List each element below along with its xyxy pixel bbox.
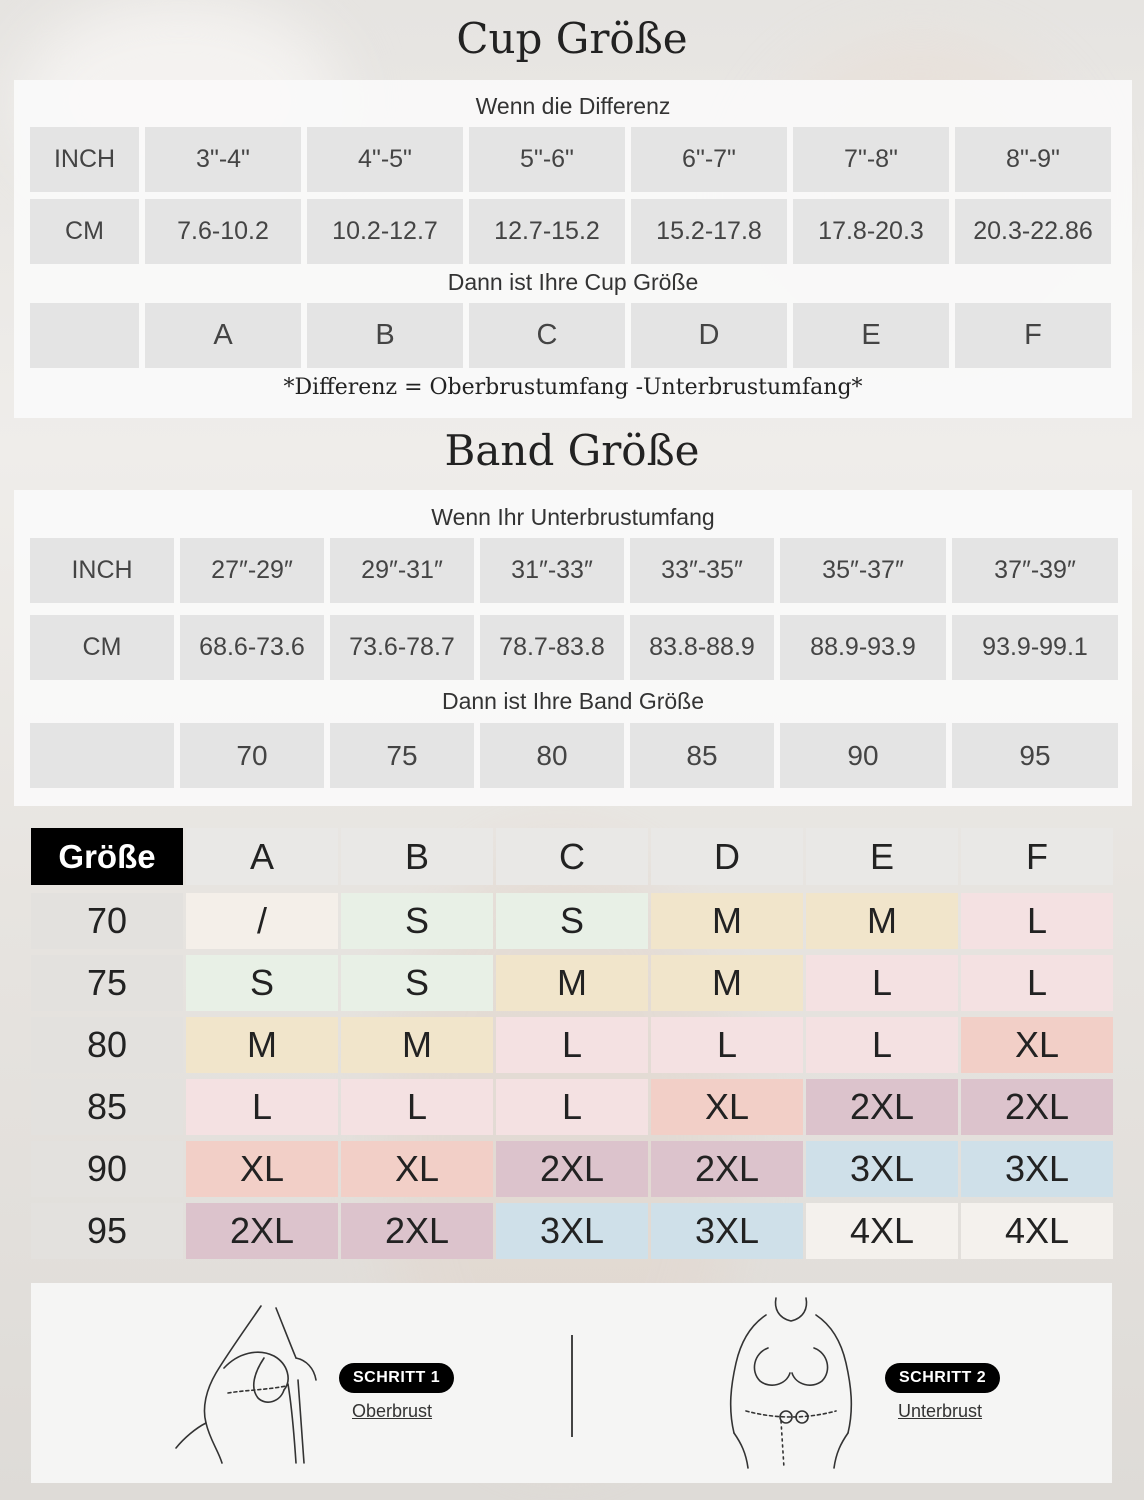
matrix-size-cell: 3XL <box>496 1203 648 1259</box>
cup-cm-value: 17.8-20.3 <box>793 199 949 264</box>
matrix-cup-header: D <box>651 828 803 885</box>
cup-inch-row <box>30 127 1111 192</box>
matrix-band-label: 90 <box>31 1141 183 1197</box>
matrix-size-cell: S <box>341 955 493 1011</box>
band-size-panel <box>14 490 1132 806</box>
matrix-size-cell: L <box>961 955 1113 1011</box>
matrix-header-label: Größe <box>31 828 183 885</box>
cup-size-value: B <box>307 303 463 368</box>
difference-note: *Differenz = Oberbrustumfang -Unterbrustumfang* <box>283 375 863 400</box>
matrix-size-cell: S <box>186 955 338 1011</box>
cup-cm-value: 7.6-10.2 <box>145 199 301 264</box>
matrix-size-cell: / <box>186 893 338 949</box>
band-inch-value: 33″-35″ <box>630 538 774 603</box>
band-inch-value: 27″-29″ <box>180 538 324 603</box>
matrix-size-cell: M <box>341 1017 493 1073</box>
band-cm-value: 93.9-99.1 <box>952 615 1118 680</box>
band-cm-value: 73.6-78.7 <box>330 615 474 680</box>
cup-size-value: D <box>631 303 787 368</box>
matrix-band-label: 75 <box>31 955 183 1011</box>
band-cm-row <box>30 615 1118 680</box>
cup-size-panel <box>14 80 1132 418</box>
band-section-title: Band Größe <box>444 426 700 475</box>
matrix-size-cell: 2XL <box>806 1079 958 1135</box>
band-inch-value: 35″-37″ <box>780 538 946 603</box>
matrix-size-cell: L <box>651 1017 803 1073</box>
matrix-size-cell: 2XL <box>496 1141 648 1197</box>
cup-size-row <box>30 303 1111 368</box>
matrix-size-cell: M <box>496 955 648 1011</box>
step-1-label: Oberbrust <box>352 1401 433 1421</box>
matrix-size-cell: XL <box>961 1017 1113 1073</box>
band-size-value: 75 <box>330 723 474 788</box>
matrix-size-cell: 2XL <box>186 1203 338 1259</box>
cup-size-value: A <box>145 303 301 368</box>
cup-section-title: Cup Größe <box>456 14 688 63</box>
step-2-label: Unterbrust <box>898 1401 983 1421</box>
step-divider <box>571 1335 573 1437</box>
matrix-size-cell: 3XL <box>961 1141 1113 1197</box>
cup-size-empty-cell <box>30 303 139 368</box>
cup-size-value: C <box>469 303 625 368</box>
matrix-size-cell: L <box>496 1017 648 1073</box>
matrix-size-cell: 2XL <box>961 1079 1113 1135</box>
band-inch-row <box>30 538 1118 603</box>
cup-size-value: F <box>955 303 1111 368</box>
matrix-header-row <box>31 828 1112 885</box>
cup-cm-row <box>30 199 1111 264</box>
matrix-size-cell: XL <box>651 1079 803 1135</box>
underbust-measurement-illustration-icon <box>706 1293 886 1473</box>
matrix-band-label: 95 <box>31 1203 183 1259</box>
matrix-cup-header: B <box>341 828 493 885</box>
band-size-value: 95 <box>952 723 1118 788</box>
matrix-size-cell: M <box>651 955 803 1011</box>
band-inch-value: 37″-39″ <box>952 538 1118 603</box>
bust-measurement-illustration-icon <box>166 1298 346 1468</box>
matrix-size-cell: L <box>186 1079 338 1135</box>
matrix-cup-header: C <box>496 828 648 885</box>
cup-cm-value: 15.2-17.8 <box>631 199 787 264</box>
matrix-row <box>31 1017 1112 1073</box>
band-cm-value: 83.8-88.9 <box>630 615 774 680</box>
matrix-cup-header: E <box>806 828 958 885</box>
cup-cm-value: 12.7-15.2 <box>469 199 625 264</box>
band-inch-value: 29″-31″ <box>330 538 474 603</box>
cup-inch-value: 6"-7" <box>631 127 787 192</box>
matrix-cup-header: F <box>961 828 1113 885</box>
matrix-size-cell: L <box>806 955 958 1011</box>
band-cm-value: 88.9-93.9 <box>780 615 946 680</box>
cup-inch-value: 4"-5" <box>307 127 463 192</box>
cup-inch-value: 7"-8" <box>793 127 949 192</box>
band-result-intro: Dann ist Ihre Band Größe <box>441 688 705 714</box>
cup-size-value: E <box>793 303 949 368</box>
matrix-size-cell: L <box>496 1079 648 1135</box>
matrix-row <box>31 955 1112 1011</box>
matrix-row <box>31 1203 1112 1259</box>
band-cm-value: 68.6-73.6 <box>180 615 324 680</box>
step-2-badge: SCHRITT 2 <box>885 1363 1000 1393</box>
matrix-band-label: 80 <box>31 1017 183 1073</box>
matrix-size-cell: M <box>186 1017 338 1073</box>
band-intro: Wenn Ihr Unterbrustumfang <box>431 504 715 530</box>
band-inch-label: INCH <box>30 538 174 603</box>
matrix-cup-header: A <box>186 828 338 885</box>
matrix-size-cell: M <box>651 893 803 949</box>
cup-inch-value: 5"-6" <box>469 127 625 192</box>
cup-inch-value: 8"-9" <box>955 127 1111 192</box>
cup-inch-label: INCH <box>30 127 139 192</box>
band-size-empty-cell <box>30 723 174 788</box>
matrix-size-cell: XL <box>341 1141 493 1197</box>
cup-intro: Wenn die Differenz <box>475 93 671 119</box>
cup-cm-label: CM <box>30 199 139 264</box>
matrix-row <box>31 1079 1112 1135</box>
matrix-size-cell: 3XL <box>806 1141 958 1197</box>
measurement-steps-panel <box>31 1283 1112 1483</box>
matrix-size-cell: 3XL <box>651 1203 803 1259</box>
band-cm-label: CM <box>30 615 174 680</box>
matrix-size-cell: S <box>496 893 648 949</box>
matrix-size-cell: L <box>341 1079 493 1135</box>
matrix-band-label: 70 <box>31 893 183 949</box>
matrix-size-cell: L <box>961 893 1113 949</box>
matrix-size-cell: 2XL <box>651 1141 803 1197</box>
matrix-size-cell: 4XL <box>806 1203 958 1259</box>
band-size-row <box>30 723 1118 788</box>
matrix-row <box>31 893 1112 949</box>
cup-inch-value: 3"-4" <box>145 127 301 192</box>
matrix-size-cell: 4XL <box>961 1203 1113 1259</box>
band-cm-value: 78.7-83.8 <box>480 615 624 680</box>
band-size-value: 85 <box>630 723 774 788</box>
size-matrix <box>31 828 1112 1265</box>
band-size-value: 80 <box>480 723 624 788</box>
cup-cm-value: 20.3-22.86 <box>955 199 1111 264</box>
cup-result-intro: Dann ist Ihre Cup Größe <box>447 269 699 295</box>
matrix-size-cell: 2XL <box>341 1203 493 1259</box>
band-size-value: 70 <box>180 723 324 788</box>
matrix-size-cell: L <box>806 1017 958 1073</box>
band-inch-value: 31″-33″ <box>480 538 624 603</box>
matrix-row <box>31 1141 1112 1197</box>
matrix-size-cell: S <box>341 893 493 949</box>
matrix-size-cell: M <box>806 893 958 949</box>
cup-cm-value: 10.2-12.7 <box>307 199 463 264</box>
matrix-size-cell: XL <box>186 1141 338 1197</box>
step-1-badge: SCHRITT 1 <box>339 1363 454 1393</box>
matrix-band-label: 85 <box>31 1079 183 1135</box>
band-size-value: 90 <box>780 723 946 788</box>
